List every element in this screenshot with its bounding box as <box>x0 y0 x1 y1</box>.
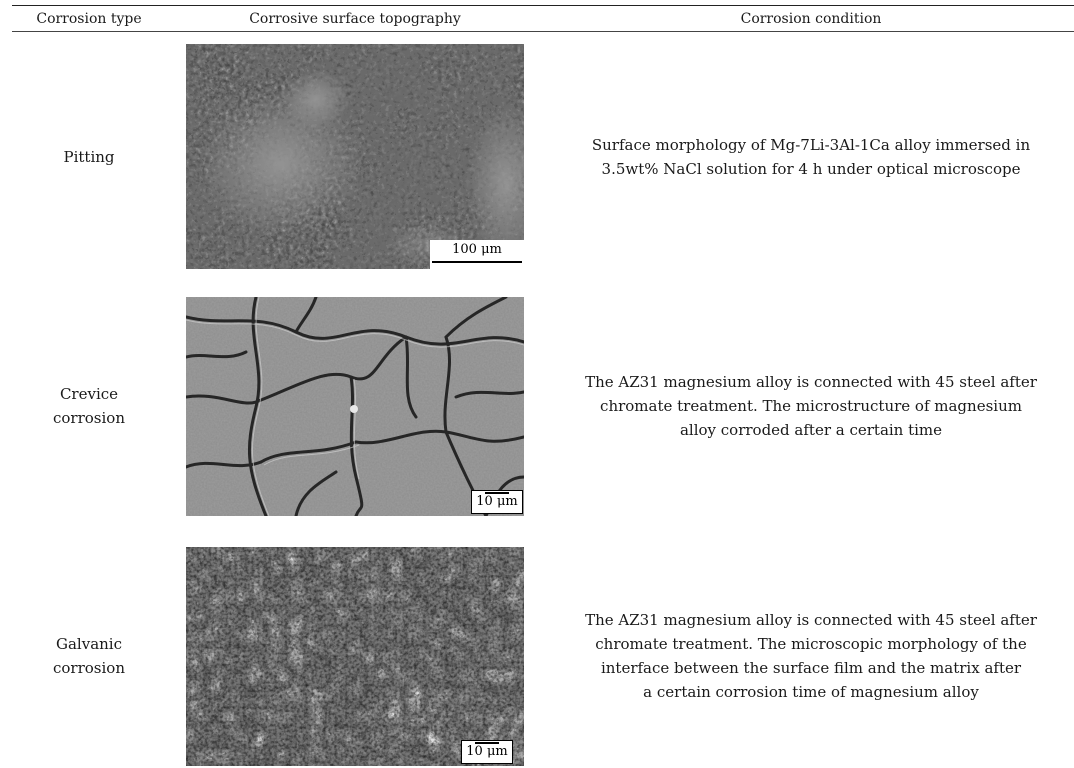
scale-label: 10 μm <box>466 744 508 759</box>
pitting-micrograph <box>186 44 524 269</box>
row-galvanic-type <box>53 632 125 680</box>
galvanic-micrograph-image <box>186 547 524 766</box>
scale-label: 10 μm <box>476 494 518 509</box>
pitting-scale-bar <box>430 240 524 269</box>
pitting-micrograph-image <box>186 44 524 269</box>
header-corrosion-condition: Corrosion condition <box>740 11 882 27</box>
header-corrosion-type: Corrosion type <box>36 11 142 27</box>
row-crevice-type <box>53 382 125 430</box>
table-header-rule <box>12 31 1074 32</box>
type-line: Pitting <box>63 148 115 166</box>
condition-line: a certain corrosion time of magnesium alloy <box>643 683 979 701</box>
condition-line: interface between the surface film and the matrix after <box>600 659 1022 677</box>
type-line: corrosion <box>53 409 125 427</box>
type-line: corrosion <box>53 659 125 677</box>
row-pitting-type <box>63 145 114 169</box>
condition-line: The AZ31 magnesium alloy is connected with 45 steel after <box>585 611 1037 629</box>
condition-line: alloy corroded after a certain time <box>679 421 943 439</box>
galvanic-scale-bar <box>461 740 513 764</box>
scale-bar-line <box>432 261 522 263</box>
row-pitting-condition <box>576 133 1046 181</box>
crevice-micrograph <box>186 297 524 516</box>
galvanic-micrograph <box>186 547 524 766</box>
type-line: Galvanic <box>56 635 122 653</box>
crevice-micrograph-image <box>186 297 524 516</box>
condition-line: chromate treatment. The microstructure of magnesium <box>600 397 1022 415</box>
type-line: Crevice <box>59 385 119 403</box>
table-top-rule <box>12 5 1074 6</box>
scale-label: 100 μm <box>452 242 502 257</box>
row-crevice-condition <box>576 370 1046 442</box>
condition-line: Surface morphology of Mg-7Li-3Al-1Ca alloy immersed in <box>591 136 1031 154</box>
row-galvanic-condition <box>576 608 1046 704</box>
condition-line: 3.5wt% NaCl solution for 4 h under optical microscope <box>601 160 1021 178</box>
condition-line: chromate treatment. The microscopic morphology of the <box>595 635 1027 653</box>
crevice-scale-bar <box>471 490 523 514</box>
header-surface-topography: Corrosive surface topography <box>249 11 461 27</box>
condition-line: The AZ31 magnesium alloy is connected with 45 steel after <box>585 373 1037 391</box>
